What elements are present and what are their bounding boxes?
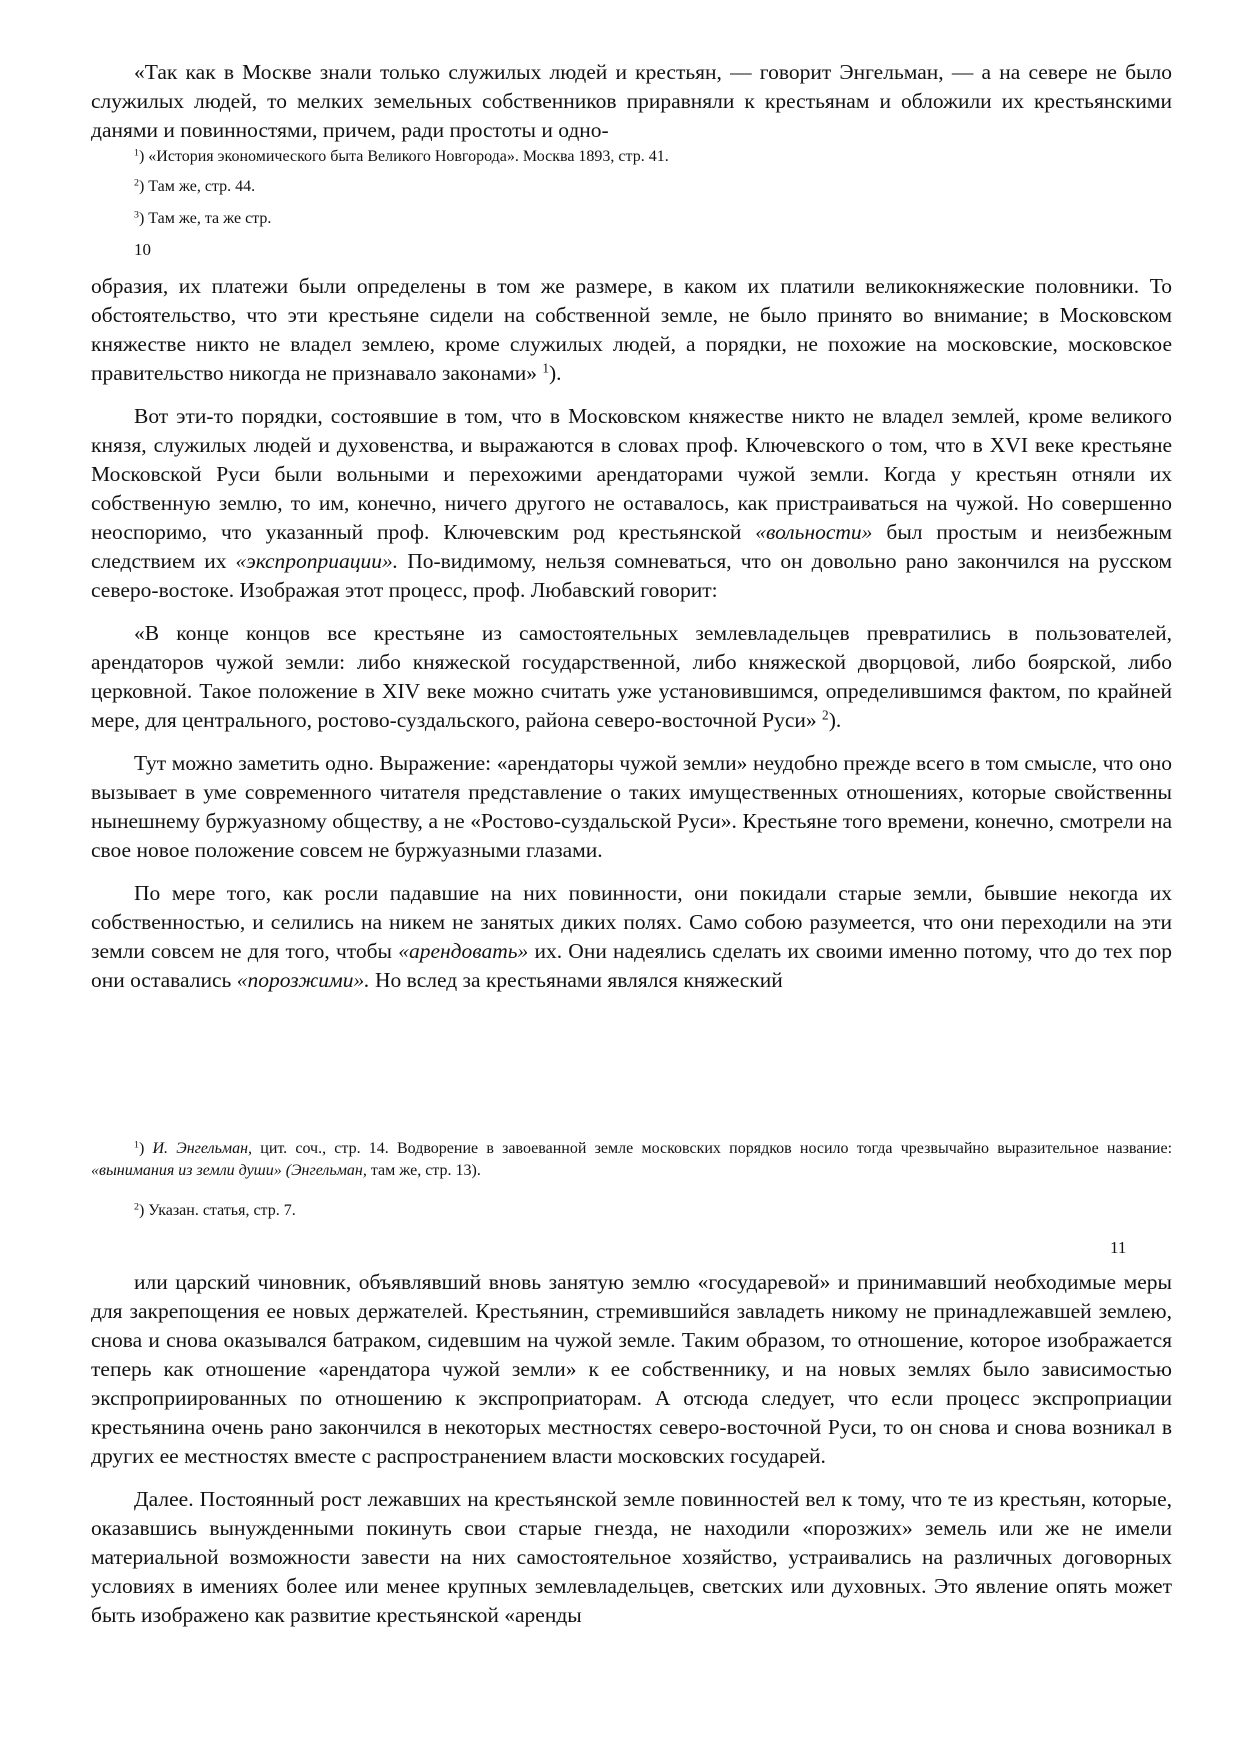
footnotes-page-11 [91,1138,1172,1182]
text-block-2 [91,272,1172,995]
text-block-3 [91,1268,1172,1630]
footnote-marker: 3 [134,209,139,221]
footnote-marker: 2 [134,177,139,189]
paragraph: Далее. Постоянный рост лежавших на крестьянской земле повинностей вел к тому, что те из крестьян, которые, оказавшись вынужденными покинуть свои старые гнезда, не находили «порозжих» земель или же не имели материальной возможности завести на них самостоятельное хозяйство, устраивались на различных договорных условиях в имениях более или менее крупных землевладельцев, светских или духовных. Это явление опять может быть изображено как развитие крестьянской «аренды [91,1487,1172,1627]
footnote-marker: 1 [134,1139,139,1151]
footnote-ref: 2 [822,707,829,723]
quote-paragraph: «В конце концов все крестьяне из самостоятельных землевладельцев превратились в пользователей, арендаторов чужой земли: либо княжеской государственной, либо княжеской дворцовой, либо боярской, либо церковной. Такое положение в XIV веке можно считать уже установившимся, определившимся фактом, по крайней мере, для центрального, ростово-суздальского, района северо-восточной Руси» $^2$). [91,621,1172,732]
paragraph: «Так как в Москве знали только служилых людей и крестьян, — говорит Энгельман, — а на севере не было служилых людей, то мелких земельных собственников приравняли к крестьянам и обложили их крестьянскими данями и повинностями, причем, ради простоты и одно- [91,60,1172,142]
footnote: $^2$) Там же, стр. 44. [134,177,256,195]
footnote: $^1$) И. Энгельман, цит. соч., стр. 14. Водворение в завоеванной земле московских порядков носило тогда чрезвычайно выразительное название: «вынимания из земли души» (Энгельман, там же, стр. 13). [91,1139,1173,1179]
paragraph: образия, их платежи были определены в том же размере, в каком их платили великокняжеские половники. То обстоятельство, что эти крестьяне сидели на собственной земле, не было принято во внимание; в Московском княжестве никто не владел землею, кроме служилых людей, а порядки, не похожие на московские, московское правительство никогда не признавало законами» $^1$). [91,274,1172,385]
footnote: $^3$) Там же, та же стр. [134,209,272,227]
paragraph: Вот эти-то порядки, состоявшие в том, что в Московском княжестве никто не владел землей, кроме великого князя, служилых людей и духовенства, и выражаются в словах проф. Ключевского о том, что в XVI веке крестьяне Московской Руси были вольными и перехожими арендаторами чужой земли. Когда у крестьян отняли их собственную землю, то им, конечно, ничего другого не оставалось, как пристраиваться на чужой. Но совершенно неоспоримо, что указанный проф. Ключевским род крестьянской «вольности» был простым и неизбежным следствием их «экспроприации». По-видимому, нельзя сомневаться, что он довольно рано закончился на русском северо-востоке. Изображая этот процесс, проф. Любавский говорит: [91,404,1173,602]
footnote-marker: 1 [134,147,139,159]
page-number: 11 [1110,1238,1127,1257]
footnote-marker: 2 [134,1201,139,1213]
footnotes-page-10 [91,146,1172,168]
text-block-1 [91,58,1172,145]
paragraph: Тут можно заметить одно. Выражение: «арендаторы чужой земли» неудобно прежде всего в том смысле, что оно вызывает в уме современного читателя представление о таких имущественных отношениях, которые свойственны нынешнему буржуазному обществу, а не «Ростово-суздальской Руси». Крестьяне того времени, конечно, смотрели на свое новое положение совсем не буржуазными глазами. [91,751,1172,862]
footnote: $^2$) Указан. статья, стр. 7. [134,1201,296,1219]
footnote: $^1$) «История экономического быта Великого Новгорода». Москва 1893, стр. 41. [134,147,669,165]
paragraph: По мере того, как росли падавшие на них повинности, они покидали старые земли, бывшие некогда их собственностью, и селились на никем не занятых диких полях. Само собою разумеется, что они переходили на эти земли совсем не для того, чтобы «арендовать» их. Они надеялись сделать их своими именно потому, что до тех пор они оставались «порозжими». Но вслед за крестьянами являлся княжеский [91,881,1172,992]
footnote-ref: 1 [542,360,549,376]
page-number: 10 [134,240,151,259]
paragraph: или царский чиновник, объявлявший вновь занятую землю «государевой» и принимавший необходимые меры для закрепощения ее новых держателей. Крестьянин, стремившийся завладеть никому не принадлежавшей землею, снова и снова оказывался батраком, сидевшим на чужой земле. Таким образом, то отношение, которое изображается теперь как отношение «арендатора чужой земли» к ее собственнику, и на новых землях было зависимостью экспроприированных по отношению к экспроприаторам. А отсюда следует, что если процесс экспроприации крестьянина очень рано закончился в некоторых местностях северо-восточной Руси, то он снова и снова возникал в других ее местностях вместе с распространением власти московских государей. [91,1270,1172,1468]
